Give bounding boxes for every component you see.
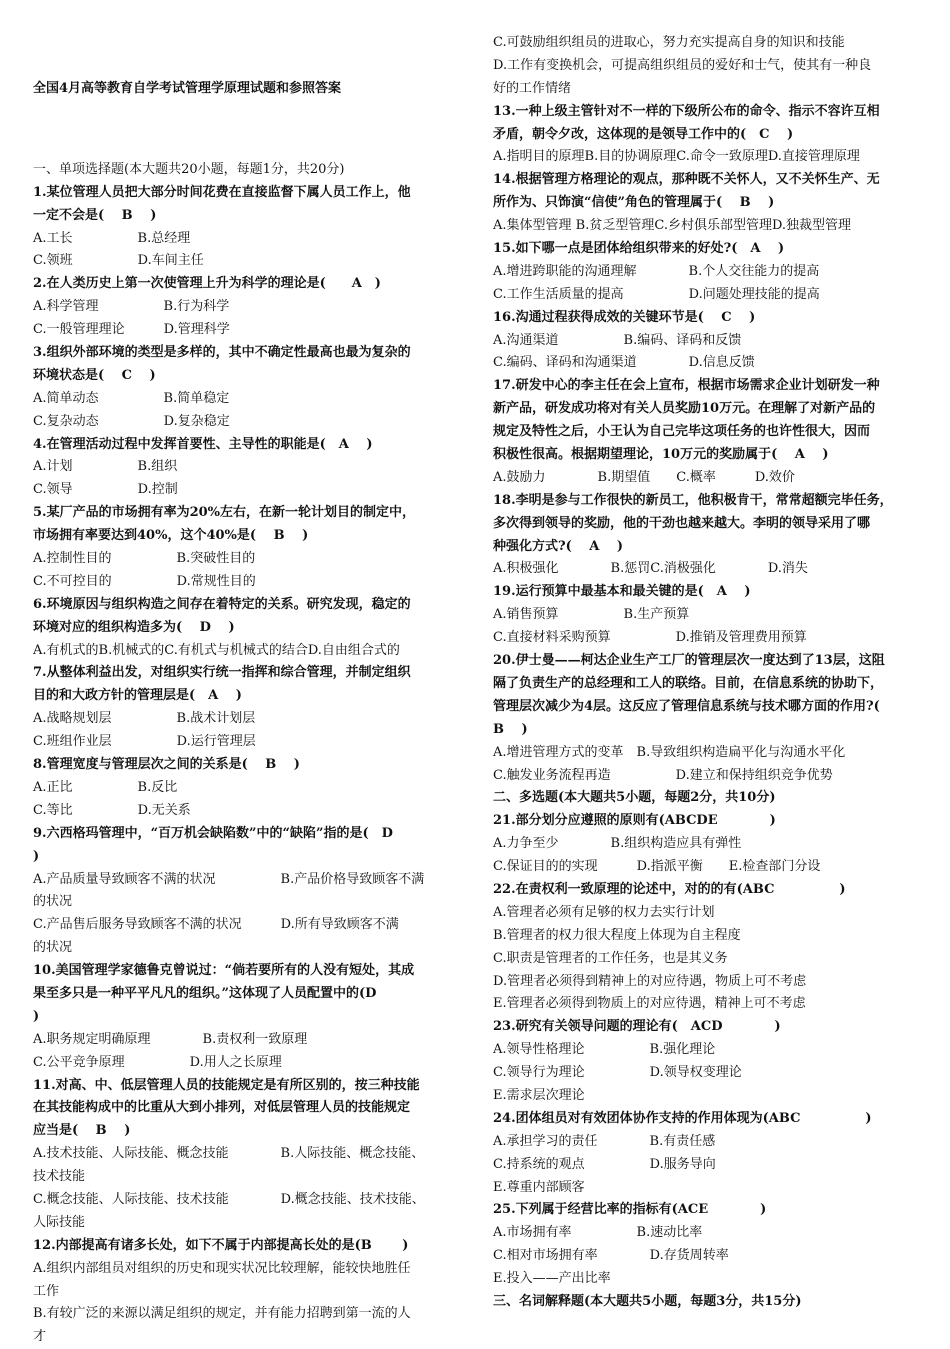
right-text-line: 三、名词解释题(本大题共5小题，每题3分，共15分): [493, 1293, 802, 1309]
left-text-line: 目的和大政方针的管理层是( A ): [33, 688, 242, 704]
right-text-line: 多次得到领导的奖励，他的干劲也越来越大。李明的领导采用了哪: [493, 515, 871, 531]
right-text-line: A.指明目的原理B.目的协调原理C.命令一致原理D.直接管理原理: [493, 149, 860, 165]
left-text-line: 环境状态是( C ): [33, 367, 156, 383]
right-text-line: C.触发业务流程再造 D.建立和保持组织竞争优势: [493, 767, 833, 783]
left-text-line: 11.对高、中、低层管理人员的技能规定是有所区别的，按三种技能: [33, 1077, 420, 1093]
right-text-line: A.领导性格理论 B.强化理论: [493, 1042, 716, 1058]
right-text-line: C.领导行为理论 D.领导权变理论: [493, 1065, 742, 1081]
right-text-line: 25.下列属于经营比率的指标有(ACE ): [493, 1202, 767, 1218]
left-text-line: C.等比 D.无关系: [33, 802, 191, 818]
left-text-line: 人际技能: [33, 1214, 86, 1230]
right-text-line: C.职责是管理者的工作任务，也是其义务: [493, 950, 728, 966]
right-text-line: A.鼓励力 B.期望值 C.概率 D.效价: [493, 469, 795, 485]
left-text-line: 才: [33, 1329, 47, 1345]
left-text-line: A.产品质量导致顾客不满的状况 B.产品价格导致顾客不满: [33, 871, 425, 887]
left-text-line: 10.美国管理学家德鲁克曾说过：“倘若要所有的人没有短处，其成: [33, 963, 415, 979]
right-text-line: 矛盾，朝令夕改，这体现的是领导工作中的( C ): [493, 126, 794, 142]
right-text-line: 17.研发中心的李主任在会上宣布，根据市场需求企业计划研发一种: [493, 378, 880, 394]
right-text-line: A.承担学习的责任 B.有责任感: [493, 1133, 716, 1149]
right-text-line: 规定及特性之后，小王认为自己完毕这项任务的也许性很大，因而: [493, 424, 871, 440]
left-text-line: A.正比 B.反比: [33, 779, 178, 795]
left-text-line: C.不可控目的 D.常规性目的: [33, 573, 256, 589]
left-text-line: 4.在管理活动过程中发挥首要性、主导性的职能是( A ): [33, 436, 373, 452]
left-text-line: 7.从整体利益出发，对组织实行统一指挥和综合管理，并制定组织: [33, 665, 411, 681]
left-text-line: 6.环境原因与组织构造之间存在着特定的关系。研究发现，稳定的: [33, 596, 411, 612]
left-text-line: A.简单动态 B.简单稳定: [33, 390, 230, 406]
right-text-line: 新产品，研发成功将对有关人员奖励10万元。在理解了对新产品的: [493, 401, 876, 417]
right-text-line: B.管理者的权力很大程度上体现为自主程度: [493, 927, 741, 943]
left-text-line: ): [33, 848, 40, 864]
right-text-line: 16.沟通过程获得成效的关键环节是( C ): [493, 309, 756, 325]
right-text-line: A.市场拥有率 B.速动比率: [493, 1225, 703, 1241]
right-text-line: 管理层次减少为4层。这反应了管理信息系统与技术哪方面的作用?(: [493, 698, 880, 714]
right-text-line: 二、多选题(本大题共5小题，每题2分，共10分): [493, 790, 776, 806]
left-text-line: 工作: [33, 1283, 60, 1299]
left-text-line: C.复杂动态 D.复杂稳定: [33, 413, 230, 429]
right-text-line: A.力争至少 B.组织构造应具有弹性: [493, 836, 742, 852]
left-text-line: C.一般管理理论 D.管理科学: [33, 322, 230, 338]
right-text-line: 13.一种上级主管针对不一样的下级所公布的命令、指示不容许互相: [493, 103, 880, 119]
right-text-line: 24.团体组员对有效团体协作支持的作用体现为(ABC ): [493, 1110, 872, 1126]
right-text-line: 15.如下哪一点是团体给组织带来的好处?( A ): [493, 241, 785, 257]
left-text-line: 应当是( B ): [33, 1123, 131, 1139]
left-text-line: 环境对应的组织构造多为( D ): [33, 619, 235, 635]
right-text-line: A.管理者必须有足够的权力去实行计划: [493, 904, 715, 920]
right-text-line: C.工作生活质量的提高 D.问题处理技能的提高: [493, 286, 820, 302]
left-text-line: 2.在人类历史上第一次使管理上升为科学的理论是( A ): [33, 276, 381, 292]
right-text-line: D.工作有变换机会，可提高组织组员的爱好和士气，使其有一种良: [493, 57, 872, 73]
left-text-line: C.概念技能、人际技能、技术技能 D.概念技能、技术技能、: [33, 1191, 425, 1207]
right-text-line: A.销售预算 B.生产预算: [493, 607, 690, 623]
left-text-line: 市场拥有率要达到40%，这个40%是( B ): [33, 528, 309, 544]
left-text-line: B.有较广泛的来源以满足组织的规定，并有能力招聘到第一流的人: [33, 1306, 411, 1322]
left-text-line: 果至多只是一种平平凡凡的组织。”这体现了人员配置中的(D: [33, 985, 377, 1001]
left-text-line: 全国4月高等教育自学考试管理学原理试题和参照答案: [33, 81, 342, 96]
right-text-line: 21.部分划分应遵照的原则有(ABCDE ): [493, 813, 776, 829]
left-text-line: C.产品售后服务导致顾客不满的状况 D.所有导致顾客不满: [33, 917, 399, 933]
left-text-line: C.领导 D.控制: [33, 482, 178, 498]
left-text-line: A.组织内部组员对组织的历史和现实状况比较理解，能较快地胜任: [33, 1260, 411, 1276]
left-text-line: A.科学管理 B.行为科学: [33, 299, 230, 315]
left-text-line: 在其技能构成中的比重从大到小排列，对低层管理人员的技能规定: [33, 1100, 411, 1116]
right-text-line: B ): [493, 721, 528, 737]
left-text-line: 1.某位管理人员把大部分时间花费在直接监督下属人员工作上，他: [33, 184, 411, 200]
right-text-line: C.直接材料采购预算 D.推销及管理费用预算: [493, 630, 807, 646]
right-text-line: 隔了负责生产的总经理和工人的联络。目前，在信息系统的协助下，: [493, 675, 884, 691]
left-text-line: 9.六西格玛管理中，“百万机会缺陷数”中的“缺陷”指的是( D: [33, 825, 393, 841]
right-text-line: 好的工作情绪: [493, 80, 572, 96]
right-text-line: 22.在责权利一致原理的论述中，对的的有(ABC ): [493, 881, 846, 897]
right-text-line: E.尊重内部顾客: [493, 1179, 585, 1195]
right-text-line: C.保证目的的实现 D.指派平衡 E.检查部门分设: [493, 859, 821, 875]
left-text-line: A.战略规划层 B.战术计划层: [33, 711, 256, 727]
left-text-line: ): [33, 1008, 40, 1024]
right-text-line: A.集体型管理 B.贫乏型管理C.乡村俱乐部型管理D.独裁型管理: [493, 218, 852, 234]
left-text-line: 5.某厂产品的市场拥有率为20%左右，在新一轮计划目的制定中，: [33, 505, 416, 521]
right-text-line: D.管理者必须得到精神上的对应待遇，物质上可不考虑: [493, 973, 807, 989]
left-text-line: A.技术技能、人际技能、概念技能 B.人际技能、概念技能、: [33, 1146, 425, 1162]
right-text-line: C.编码、译码和沟通渠道 D.信息反馈: [493, 355, 755, 371]
right-text-line: A.沟通渠道 B.编码、译码和反馈: [493, 332, 742, 348]
right-text-line: C.可鼓励组织组员的进取心，努力充实提高自身的知识和技能: [493, 35, 845, 50]
right-text-line: C.相对市场拥有率 D.存货周转率: [493, 1248, 729, 1264]
left-text-line: A.工长 B.总经理: [33, 230, 191, 246]
right-text-line: E.投入——产出比率: [493, 1271, 611, 1287]
left-text-line: 的状况: [33, 940, 73, 956]
left-text-line: A.有机式的B.机械式的C.有机式与机械式的结合D.自由组合式的: [33, 642, 400, 658]
left-column: [33, 0, 471, 1349]
left-text-line: 技术技能: [33, 1169, 86, 1185]
left-text-line: 12.内部提高有诸多长处，如下不属于内部提高长处的是(B ): [33, 1237, 409, 1253]
left-text-line: 一定不会是( B ): [33, 207, 157, 223]
right-text-line: A.增进管理方式的变革 B.导致组织构造扁平化与沟通水平化: [493, 744, 846, 760]
right-text-line: 23.研究有关领导问题的理论有( ACD ): [493, 1019, 781, 1035]
right-text-line: C.持系统的观点 D.服务导向: [493, 1156, 716, 1172]
left-text-line: 8.管理宽度与管理层次之间的关系是( B ): [33, 757, 300, 773]
right-text-line: E.管理者必须得到物质上的对应待遇，精神上可不考虑: [493, 996, 806, 1012]
left-text-line: 3.组织外部环境的类型是多样的，其中不确定性最高也最为复杂的: [33, 345, 411, 361]
right-text-line: 14.根据管理方格理论的观点，那种既不关怀人，又不关怀生产、无: [493, 172, 880, 188]
left-text-line: 一、单项选择题(本大题共20小题，每题1分，共20分): [33, 161, 345, 177]
right-text-line: 所作为、只饰演“信使”角色的管理属于( B ): [493, 195, 775, 211]
right-text-line: E.需求层次理论: [493, 1087, 585, 1103]
right-column: [493, 0, 931, 1314]
right-text-line: 积极性很高。根据期望理论，10万元的奖励属于( A ): [493, 447, 829, 463]
left-text-line: C.班组作业层 D.运行管理层: [33, 734, 256, 750]
right-text-line: 种强化方式?( A ): [493, 538, 624, 554]
right-text-line: 19.运行预算中最基本和最关键的是( A ): [493, 584, 751, 600]
right-text-line: A.增进跨职能的沟通理解 B.个人交往能力的提高: [493, 263, 820, 279]
left-text-line: C.领班 D.车间主任: [33, 253, 204, 269]
left-text-line: A.计划 B.组织: [33, 459, 178, 475]
right-text-line: 20.伊士曼——柯达企业生产工厂的管理层次一度达到了13层，这阻: [493, 653, 885, 669]
left-text-line: [33, 101, 471, 118]
left-text-line: 的状况: [33, 894, 73, 910]
right-text-line: 18.李明是参与工作很快的新员工，他积极肯干，常常超额完毕任务，: [493, 492, 893, 508]
left-text-line: A.职务规定明确原理 B.责权利一致原理: [33, 1031, 308, 1047]
left-text-line: C.公平竞争原理 D.用人之长原理: [33, 1054, 282, 1070]
right-text-line: A.积极强化 B.惩罚C.消极强化 D.消失: [493, 561, 808, 577]
left-text-line: A.控制性目的 B.突破性目的: [33, 551, 256, 567]
